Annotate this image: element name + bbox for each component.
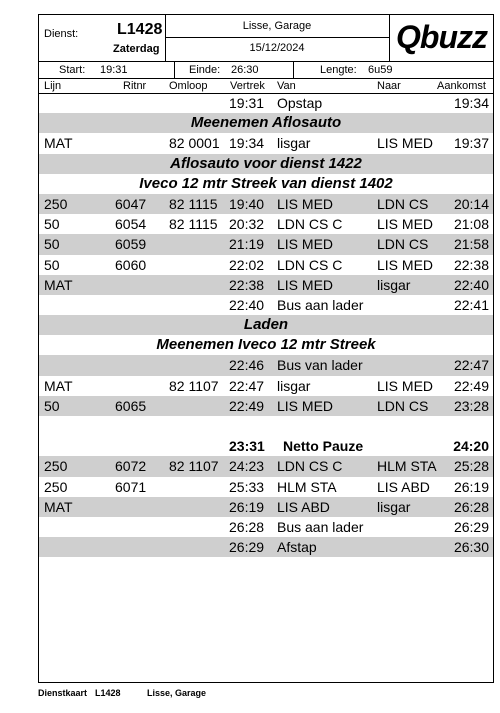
cell-lijn: 250 — [44, 478, 68, 495]
cell-vertrek: 22:49 — [229, 397, 265, 414]
section-title: Iveco 12 mtr Streek van dienst 1402 — [139, 174, 393, 192]
cell-van: Bus aan lader — [277, 518, 364, 535]
cell-aankomst: 26:19 — [453, 478, 489, 495]
divider — [165, 37, 389, 38]
cell-van: LIS MED — [277, 236, 334, 253]
cell-van: Bus van lader — [277, 357, 363, 374]
trip-row — [39, 214, 493, 234]
cell-vertrek: 22:02 — [229, 256, 265, 273]
col-van: Van — [277, 80, 296, 92]
cell-van: Opstap — [277, 95, 323, 111]
col-naar: Naar — [377, 80, 401, 92]
cell-ritnr: 6065 — [115, 397, 147, 414]
cell-aankomst: 22:41 — [453, 296, 489, 313]
section-title-row — [39, 315, 493, 335]
cell-omloop: 82 1115 — [169, 216, 218, 233]
section-title: Laden — [243, 316, 289, 334]
cell-van: LIS ABD — [277, 498, 330, 515]
cell-aankomst: 25:28 — [453, 458, 489, 475]
dienst-number: L1428 — [117, 21, 163, 38]
cell-lijn: 50 — [44, 216, 60, 233]
col-lijn: Lijn — [44, 80, 62, 92]
cell-omloop: 82 1115 — [169, 195, 218, 212]
cell-vertrek: 26:29 — [229, 539, 265, 556]
cell-vertrek: 26:28 — [229, 518, 265, 535]
cell-aankomst: 19:34 — [453, 95, 489, 111]
trip-row — [39, 355, 493, 375]
cell-vertrek: 21:19 — [229, 236, 265, 253]
cell-ritnr: 6054 — [115, 216, 147, 233]
cell-lijn: 50 — [44, 256, 60, 273]
start-time: 19:31 — [100, 64, 128, 76]
cell-naar: LIS MED — [377, 216, 434, 233]
cell-vertrek: 22:38 — [229, 276, 265, 293]
trip-row — [39, 255, 493, 275]
cell-vertrek: 19:40 — [229, 195, 265, 212]
cell-ritnr: 6060 — [115, 256, 147, 273]
einde-time: 26:30 — [231, 64, 259, 76]
column-headers — [39, 79, 493, 94]
cell-van: LIS MED — [277, 195, 334, 212]
cell-lijn: 50 — [44, 236, 60, 253]
cell-van: lisgar — [277, 135, 311, 152]
cell-vertrek: 22:40 — [229, 296, 265, 313]
cell-aankomst: 22:40 — [453, 276, 489, 293]
cell-ritnr: 6059 — [115, 236, 147, 253]
footer-dienst: L1428 — [95, 688, 121, 698]
section-title-row — [39, 113, 493, 133]
cell-naar: lisgar — [377, 276, 411, 293]
card-header — [39, 15, 493, 62]
cell-vertrek: 20:32 — [229, 216, 265, 233]
cell-aankomst: 24:20 — [453, 438, 489, 455]
cell-aankomst: 20:14 — [453, 195, 489, 212]
cell-aankomst: 26:30 — [453, 539, 489, 556]
trip-row — [39, 133, 493, 153]
cell-naar: lisgar — [377, 498, 411, 515]
trip-row — [39, 376, 493, 396]
cell-van: LDN CS C — [277, 216, 343, 233]
cell-lijn: MAT — [44, 498, 73, 515]
section-title: Meenemen Aflosauto — [190, 114, 342, 132]
pause-row — [39, 436, 493, 456]
cell-van: HLM STA — [277, 478, 337, 495]
section-title-row — [39, 174, 493, 194]
cell-aankomst: 23:28 — [453, 397, 489, 414]
cell-lijn: 50 — [44, 397, 60, 414]
col-omloop: Omloop — [169, 80, 208, 92]
divider — [293, 61, 294, 78]
cell-naar: LIS ABD — [377, 478, 430, 495]
cell-vertrek: 25:33 — [229, 478, 265, 495]
cell-naar: LIS MED — [377, 256, 434, 273]
dienst-label: Dienst: — [44, 28, 79, 40]
cell-van: Afstap — [277, 539, 317, 556]
date: 15/12/2024 — [249, 42, 305, 54]
trip-row — [39, 93, 493, 113]
einde-label: Einde: — [189, 64, 221, 76]
cell-naar: LDN CS — [377, 236, 429, 253]
cell-aankomst: 21:58 — [453, 236, 489, 253]
trip-row — [39, 517, 493, 537]
trip-row — [39, 295, 493, 315]
cell-omloop: 82 1107 — [169, 377, 219, 394]
cell-omloop: 82 0001 — [169, 135, 220, 152]
footer-location: Lisse, Garage — [147, 688, 207, 698]
footer-label: Dienstkaart — [38, 688, 88, 698]
cell-van: LIS MED — [277, 397, 334, 414]
section-title-row — [39, 154, 493, 174]
cell-van: LDN CS C — [277, 256, 343, 273]
cell-vertrek: 19:34 — [229, 135, 265, 152]
cell-van: Netto Pauze — [283, 438, 364, 455]
section-title: Aflosauto voor dienst 1422 — [170, 154, 362, 172]
start-label: Start: — [59, 64, 86, 76]
divider — [174, 61, 175, 78]
cell-naar: LIS MED — [377, 377, 434, 394]
cell-naar: HLM STA — [377, 458, 437, 475]
lengte-value: 6u59 — [368, 64, 393, 76]
shift-times — [39, 61, 493, 79]
location: Lisse, Garage — [242, 20, 312, 32]
qbuzz-logo: Qbuzz — [396, 19, 487, 55]
cell-ritnr: 6071 — [115, 478, 147, 495]
cell-naar: LDN CS — [377, 195, 429, 212]
section-title: Meenemen Iveco 12 mtr Streek — [156, 336, 376, 354]
lengte-label: Lengte: — [320, 64, 357, 76]
cell-van: lisgar — [277, 377, 311, 394]
trip-row — [39, 537, 493, 557]
cell-ritnr: 6047 — [115, 195, 147, 212]
cell-aankomst: 26:28 — [453, 498, 489, 515]
cell-aankomst: 21:08 — [453, 216, 489, 233]
cell-lijn: MAT — [44, 135, 73, 152]
cell-naar: LDN CS — [377, 397, 429, 414]
trip-row — [39, 497, 493, 517]
trip-row — [39, 194, 493, 214]
cell-lijn: 250 — [44, 458, 68, 475]
trip-list — [39, 93, 493, 557]
trip-row — [39, 234, 493, 254]
day-label: Zaterdag — [113, 43, 160, 55]
cell-aankomst: 22:38 — [453, 256, 489, 273]
cell-lijn: MAT — [44, 377, 73, 394]
cell-van: LIS MED — [277, 276, 334, 293]
cell-aankomst: 19:37 — [453, 135, 489, 152]
col-aankomst: Aankomst — [437, 80, 486, 92]
cell-lijn: 250 — [44, 195, 68, 212]
cell-omloop: 82 1107 — [169, 458, 219, 475]
section-title-row — [39, 335, 493, 355]
cell-aankomst: 22:47 — [453, 357, 489, 374]
cell-naar: LIS MED — [377, 135, 434, 152]
cell-aankomst: 22:49 — [453, 377, 489, 394]
cell-lijn: MAT — [44, 276, 73, 293]
trip-row — [39, 477, 493, 497]
trip-row — [39, 456, 493, 476]
trip-row — [39, 275, 493, 295]
trip-row — [39, 396, 493, 416]
col-vertrek: Vertrek — [230, 80, 265, 92]
col-ritnr: Ritnr — [123, 80, 147, 92]
cell-vertrek: 22:47 — [229, 377, 265, 394]
cell-vertrek: 26:19 — [229, 498, 265, 515]
duty-card — [38, 14, 494, 683]
cell-vertrek: 24:23 — [229, 458, 265, 475]
cell-van: LDN CS C — [277, 458, 343, 475]
cell-vertrek: 22:46 — [229, 357, 265, 374]
cell-vertrek: 19:31 — [229, 95, 265, 111]
cell-van: Bus aan lader — [277, 296, 364, 313]
cell-vertrek: 23:31 — [229, 438, 265, 455]
cell-aankomst: 26:29 — [453, 518, 489, 535]
cell-ritnr: 6072 — [115, 458, 147, 475]
trip-row — [39, 416, 493, 436]
